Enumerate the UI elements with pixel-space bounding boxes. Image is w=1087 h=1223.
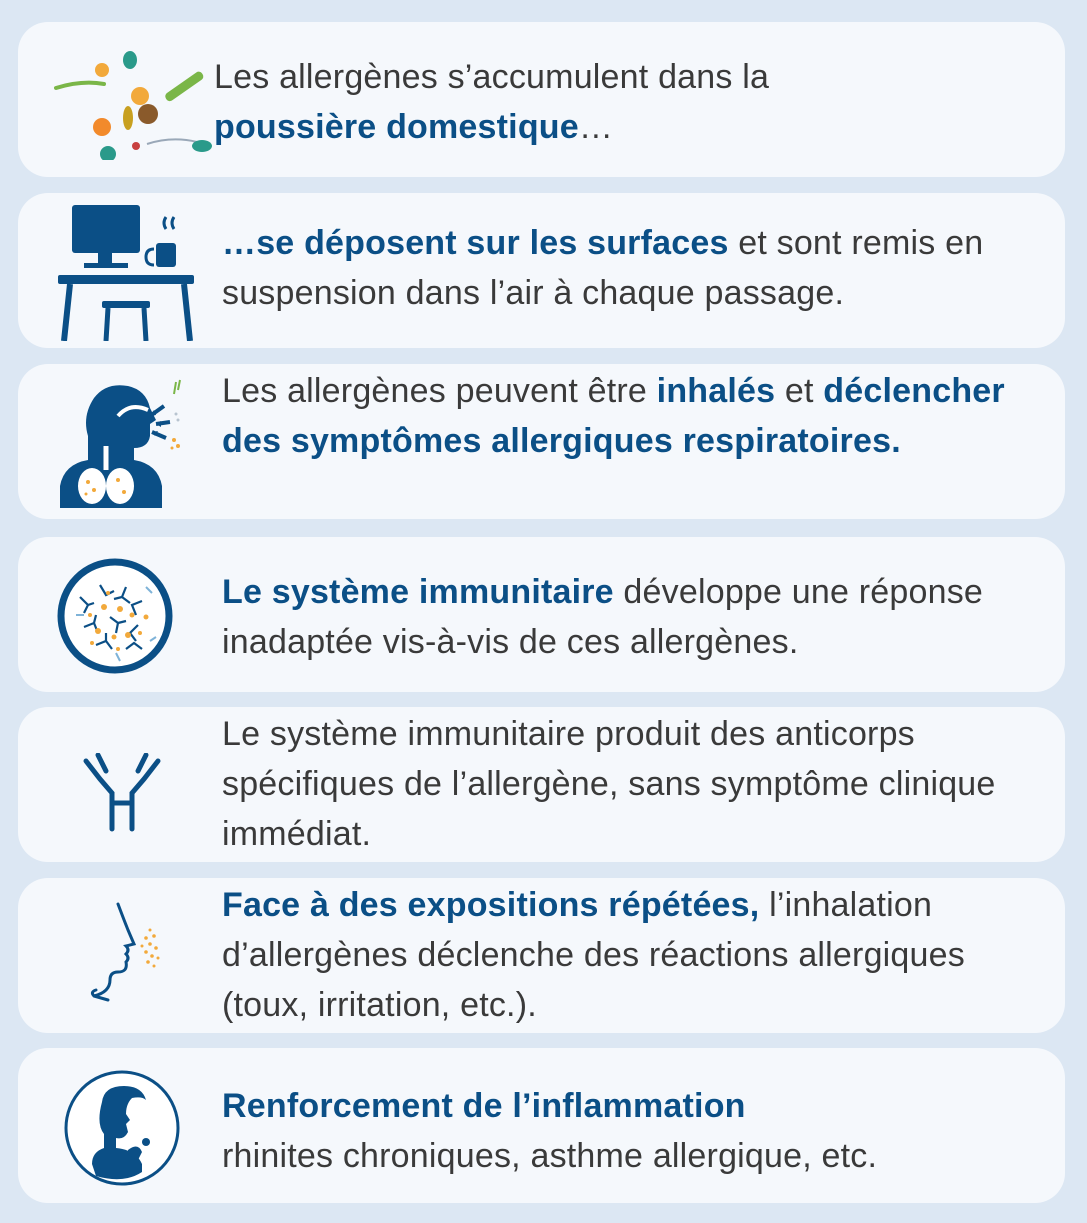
step-2-text-a: …se déposent sur les surfaces [222, 224, 729, 262]
step-card-4 [18, 537, 1065, 692]
step-4-text-a: Le système immunitaire [222, 573, 614, 611]
step-text-1 [214, 52, 914, 152]
step-card-5 [18, 707, 1065, 862]
step-card-6 [18, 878, 1065, 1033]
step-text-5 [222, 709, 1012, 859]
step-7-text-b: rhinites chroniques, asthme allergique, etc. [222, 1137, 878, 1175]
step-1-text-b: poussière domestique [214, 108, 579, 146]
step-2-text-b: et sont remis en suspension dans l’air à chaque passage. [222, 224, 984, 312]
step-6-text-b: l’inhalation d’allergènes déclenche des réactions allergiques (toux, irritation, etc.). [222, 886, 965, 1024]
step-card-7 [18, 1048, 1065, 1203]
step-1-text-a: Les allergènes s’accumulent dans la [214, 58, 770, 96]
dust-particles-icon [52, 50, 212, 160]
step-5-text-a: Le système immunitaire produit des anticorps spécifiques de l’allergène, sans symptôme clinique immédiat. [222, 715, 996, 853]
antibody-icon [82, 753, 162, 833]
step-6-text-a: Face à des expositions répétées, [222, 886, 760, 924]
step-3-text-d: déclencher des symptômes allergiques respiratoires. [222, 372, 1005, 460]
step-4-text-b: développe une réponse inadaptée vis-à-vis de ces allergènes. [222, 573, 984, 661]
step-text-4 [222, 567, 1052, 667]
step-1-text-c: … [578, 108, 614, 146]
lungs-inhalation-icon [58, 376, 198, 508]
step-card-3 [18, 364, 1065, 519]
step-card-1 [18, 22, 1065, 177]
step-7-text-a: Renforcement de l’inflammation [222, 1087, 746, 1125]
face-breathing-icon [88, 900, 178, 1010]
step-text-3 [222, 366, 1042, 466]
step-3-text-a: Les allergènes peuvent être [222, 372, 657, 410]
coughing-person-icon [62, 1068, 182, 1188]
desk-computer-icon [56, 203, 206, 341]
step-3-text-c: et [775, 372, 824, 410]
step-card-2 [18, 193, 1065, 348]
immune-cells-icon [56, 557, 174, 675]
step-text-7 [222, 1081, 1022, 1181]
step-text-6 [222, 880, 1022, 1030]
step-3-text-b: inhalés [656, 372, 776, 410]
step-text-2 [222, 218, 1052, 318]
